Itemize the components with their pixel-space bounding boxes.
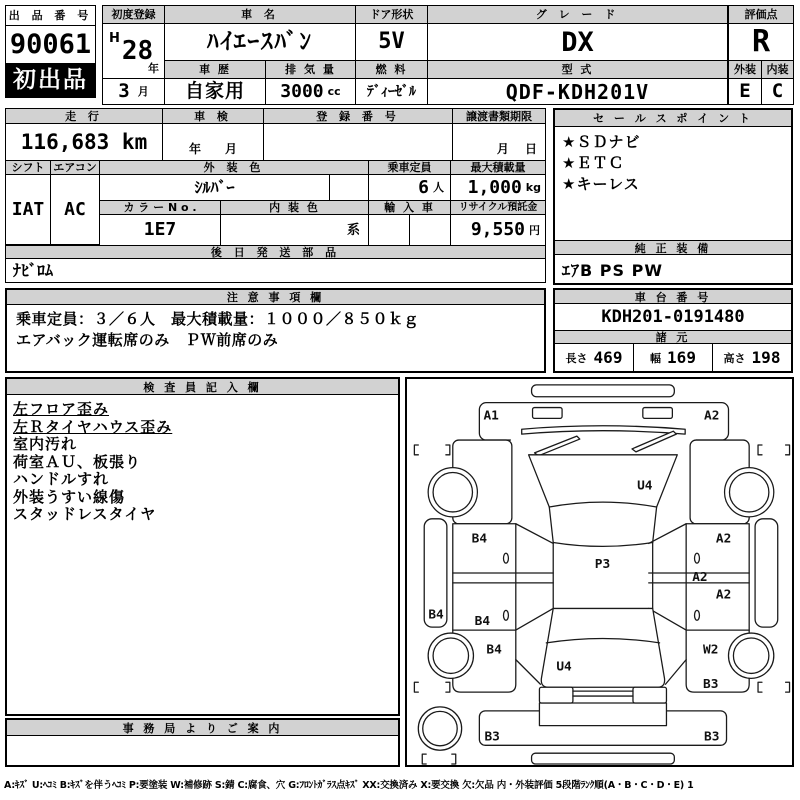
sales-points-box bbox=[553, 108, 793, 285]
displacement-label: 排 気 量 bbox=[265, 60, 356, 79]
rear-gate-shape bbox=[539, 703, 666, 726]
sales-points-label: セ ー ル ス ポ イ ン ト bbox=[555, 110, 791, 127]
damage-label-A2: A2 bbox=[704, 408, 720, 424]
inspector-box bbox=[5, 377, 400, 716]
car-name-label: 車 名 bbox=[164, 5, 356, 24]
damage-label-B3: B3 bbox=[703, 677, 719, 693]
import-cell-right bbox=[409, 214, 451, 246]
capacity: 6 bbox=[418, 176, 429, 198]
spare-tire-outer bbox=[418, 707, 461, 750]
capacity-unit: 人 bbox=[433, 181, 444, 194]
sales-point-item: ★キーレス bbox=[562, 175, 640, 193]
ac: AC bbox=[50, 174, 100, 245]
height-label: 高さ bbox=[723, 351, 746, 365]
car-name: ﾊｲｴｰｽﾊﾞﾝ bbox=[164, 23, 356, 61]
inspector-lines bbox=[7, 395, 398, 530]
mileage: 116,683 km bbox=[5, 123, 163, 161]
inspector-line: スタッドレスタイヤ bbox=[13, 505, 157, 523]
grade-label: グ レ ー ド bbox=[427, 5, 728, 24]
grade: DX bbox=[427, 23, 728, 61]
windshield-shape bbox=[529, 455, 678, 507]
score: R bbox=[728, 23, 794, 61]
model-code-label: 型 式 bbox=[427, 60, 728, 79]
chassis-number-label: 車 台 番 号 bbox=[555, 290, 791, 304]
interior-score: C bbox=[761, 78, 794, 105]
damage-label-W2: W2 bbox=[703, 642, 719, 658]
notes-lines bbox=[7, 305, 544, 355]
length-cell bbox=[555, 344, 634, 371]
damage-label-U4: U4 bbox=[637, 478, 653, 494]
chassis-number: KDH201-0191480 bbox=[601, 307, 745, 327]
sales-point-item: ★ＥＴＣ bbox=[562, 154, 625, 172]
transfer-docs-value: 月 日 bbox=[452, 123, 546, 161]
damage-diagram-box bbox=[405, 377, 794, 767]
door-shape-label: ドア形状 bbox=[355, 5, 428, 24]
note-line: エアバック運転席のみ ＰＷ前席のみ bbox=[16, 331, 279, 349]
oem-equipment-label: 純 正 装 備 bbox=[555, 240, 791, 255]
shift-label: シフト bbox=[5, 160, 51, 175]
import-label: 輸 入 車 bbox=[368, 200, 451, 215]
era-prefix: H bbox=[109, 31, 120, 46]
exterior-score-label: 外装 bbox=[728, 60, 762, 79]
fuel-label: 燃 料 bbox=[355, 60, 428, 79]
max-load-label: 最大積載量 bbox=[450, 160, 546, 175]
note-line: 乗車定員：３／６人 最大積載量：１０００／８５０ｋｇ bbox=[16, 310, 420, 328]
wheel-rear-left-outer bbox=[428, 633, 473, 678]
width-cell bbox=[634, 344, 713, 371]
taillight-bar bbox=[573, 691, 633, 696]
bracket-front-right bbox=[758, 445, 790, 455]
notes-label: 注 意 事 項 欄 bbox=[7, 290, 544, 305]
capacity-cell bbox=[368, 174, 451, 201]
taillight-left-shape bbox=[539, 687, 572, 703]
color-no-label: カ ラ ー N o . bbox=[99, 200, 221, 215]
first-registration-year-cell bbox=[102, 23, 165, 79]
score-label: 評価点 bbox=[728, 5, 794, 24]
inspector-line: 荷室ＡＵ、板張り bbox=[13, 452, 142, 471]
inspector-label: 検 査 員 記 入 欄 bbox=[7, 379, 398, 395]
damage-label-B3: B3 bbox=[704, 729, 720, 745]
dimensions-row bbox=[555, 344, 791, 371]
displacement: 3000 bbox=[280, 80, 324, 102]
interior-score-label: 内装 bbox=[761, 60, 794, 79]
a-pillar-line-left bbox=[549, 507, 553, 542]
wheel-rear-right-outer bbox=[728, 633, 773, 678]
taillight-right-shape bbox=[633, 687, 666, 703]
first-registration-label: 初度登録 bbox=[102, 5, 165, 24]
recycle-fee-label: リサイクル預託金 bbox=[450, 200, 546, 215]
damage-label-B3: B3 bbox=[484, 729, 500, 745]
displacement-unit: cc bbox=[327, 85, 341, 98]
damage-label-A2: A2 bbox=[715, 531, 732, 547]
wheel-front-left-outer bbox=[428, 468, 477, 517]
rocker-right-shape bbox=[755, 519, 778, 627]
damage-label-A2: A2 bbox=[692, 569, 708, 585]
recycle-fee-unit: 円 bbox=[529, 223, 540, 237]
registration-number-value bbox=[263, 123, 453, 161]
damage-label-B4: B4 bbox=[474, 614, 491, 630]
model-code: QDF-KDH201V bbox=[427, 78, 728, 105]
bracket-rear-left bbox=[414, 682, 449, 692]
damage-label-P3: P3 bbox=[594, 557, 611, 573]
height-value: 198 bbox=[751, 348, 781, 367]
bracket-bottom-left bbox=[422, 754, 455, 764]
later-parts-label: 後 日 発 送 部 品 bbox=[5, 245, 546, 259]
import-cell-left bbox=[368, 214, 410, 246]
length-label: 長さ bbox=[565, 351, 588, 365]
shift: IAT bbox=[5, 174, 51, 245]
bracket-front-left bbox=[414, 445, 449, 455]
later-parts-value: ﾅﾋﾞﾛﾑ bbox=[5, 258, 546, 283]
sales-point-item: ★ＳＤナビ bbox=[562, 133, 641, 151]
a-pillar-line-right bbox=[653, 507, 657, 542]
inspector-line: 左Ｒタイヤハウス歪み bbox=[13, 417, 173, 436]
damage-label-U4: U4 bbox=[556, 659, 572, 675]
width-value: 169 bbox=[667, 348, 696, 367]
month-unit: 月 bbox=[137, 85, 149, 98]
door-shape: 5V bbox=[355, 23, 428, 61]
max-load-unit: kg bbox=[525, 181, 541, 194]
damage-label-B4: B4 bbox=[428, 607, 444, 623]
inspector-line: ハンドルすれ bbox=[13, 470, 110, 488]
length-value: 469 bbox=[593, 348, 623, 367]
capacity-label: 乗車定員 bbox=[368, 160, 451, 175]
max-load: 1,000 bbox=[467, 176, 522, 198]
dimensions-label: 諸 元 bbox=[555, 330, 791, 344]
max-load-cell bbox=[450, 174, 546, 201]
inspector-line: 室内汚れ bbox=[13, 435, 78, 453]
inspector-line: 外装うすい線傷 bbox=[13, 487, 126, 506]
exterior-color-label: 外 装 色 bbox=[99, 160, 369, 175]
registration-number-label: 登 録 番 号 bbox=[263, 108, 453, 124]
inspector-line: 左フロア歪み bbox=[13, 400, 110, 418]
width-label: 幅 bbox=[650, 351, 662, 365]
rear-window-shape bbox=[541, 608, 664, 687]
displacement-cell bbox=[265, 78, 356, 105]
exterior-color: ｼﾙﾊﾞｰ bbox=[99, 174, 330, 201]
exterior-color-code-cell bbox=[329, 174, 369, 201]
interior-color-suffix: 系 bbox=[220, 214, 369, 246]
rear-bumper-shape bbox=[532, 753, 675, 764]
lot-number: 90061 bbox=[5, 25, 96, 64]
year-unit: 年 bbox=[148, 62, 159, 75]
oem-equipment: ｴｱB PS PW bbox=[562, 260, 663, 280]
office-label: 事 務 局 よ り ご 案 内 bbox=[7, 720, 398, 736]
mileage-label: 走 行 bbox=[5, 108, 163, 124]
front-bumper-shape bbox=[532, 385, 675, 397]
damage-label-B4: B4 bbox=[486, 642, 502, 658]
bracket-rear-right bbox=[758, 682, 790, 692]
first-registration-month-cell bbox=[102, 78, 165, 105]
shaken-label: 車 検 bbox=[162, 108, 264, 124]
damage-label-A2: A2 bbox=[715, 587, 732, 603]
first-registration-year: 28 bbox=[121, 36, 154, 66]
car-top-view-diagram bbox=[407, 379, 792, 765]
height-cell bbox=[713, 344, 791, 371]
history-label: 車 歴 bbox=[164, 60, 266, 79]
damage-label-B4: B4 bbox=[471, 531, 488, 547]
exterior-score: E bbox=[728, 78, 762, 105]
damage-label-A1: A1 bbox=[483, 408, 499, 424]
color-no: 1E7 bbox=[99, 214, 221, 246]
shaken-value: 年 月 bbox=[162, 123, 264, 161]
roof-front-edge bbox=[553, 542, 652, 546]
notes-box bbox=[5, 288, 546, 373]
transfer-docs-label: 譲渡書類期限 bbox=[452, 108, 546, 124]
first-listing-badge: 初出品 bbox=[5, 63, 96, 98]
recycle-fee: 9,550 bbox=[470, 219, 525, 240]
lot-number-label: 出 品 番 号 bbox=[5, 5, 96, 26]
sales-points-list bbox=[555, 127, 791, 240]
history: 自家用 bbox=[164, 78, 266, 105]
office-box bbox=[5, 718, 400, 767]
interior-color-label: 内 装 色 bbox=[220, 200, 369, 215]
ac-label: エアコン bbox=[50, 160, 100, 175]
first-registration-month: 3 bbox=[118, 80, 130, 102]
fuel: ﾃﾞｨｰｾﾞﾙ bbox=[355, 78, 428, 105]
damage-code-legend: A:ｷｽﾞ U:ﾍｺﾐ B:ｷｽﾞを伴うﾍｺﾐ P:要塗装 W:補修跡 S:錆 C:腐食、穴 G:ﾌﾛﾝﾄｶﾞﾗｽ点ｷｽﾞ XX:交換済み X:要交換 欠:欠品 内・外装評価 5段階ﾗﾝｸ順(A・B・C・D・E) 1 bbox=[4, 780, 694, 791]
recycle-fee-cell bbox=[450, 214, 546, 246]
chassis-box bbox=[553, 288, 793, 373]
wheel-front-right-outer bbox=[725, 468, 774, 517]
